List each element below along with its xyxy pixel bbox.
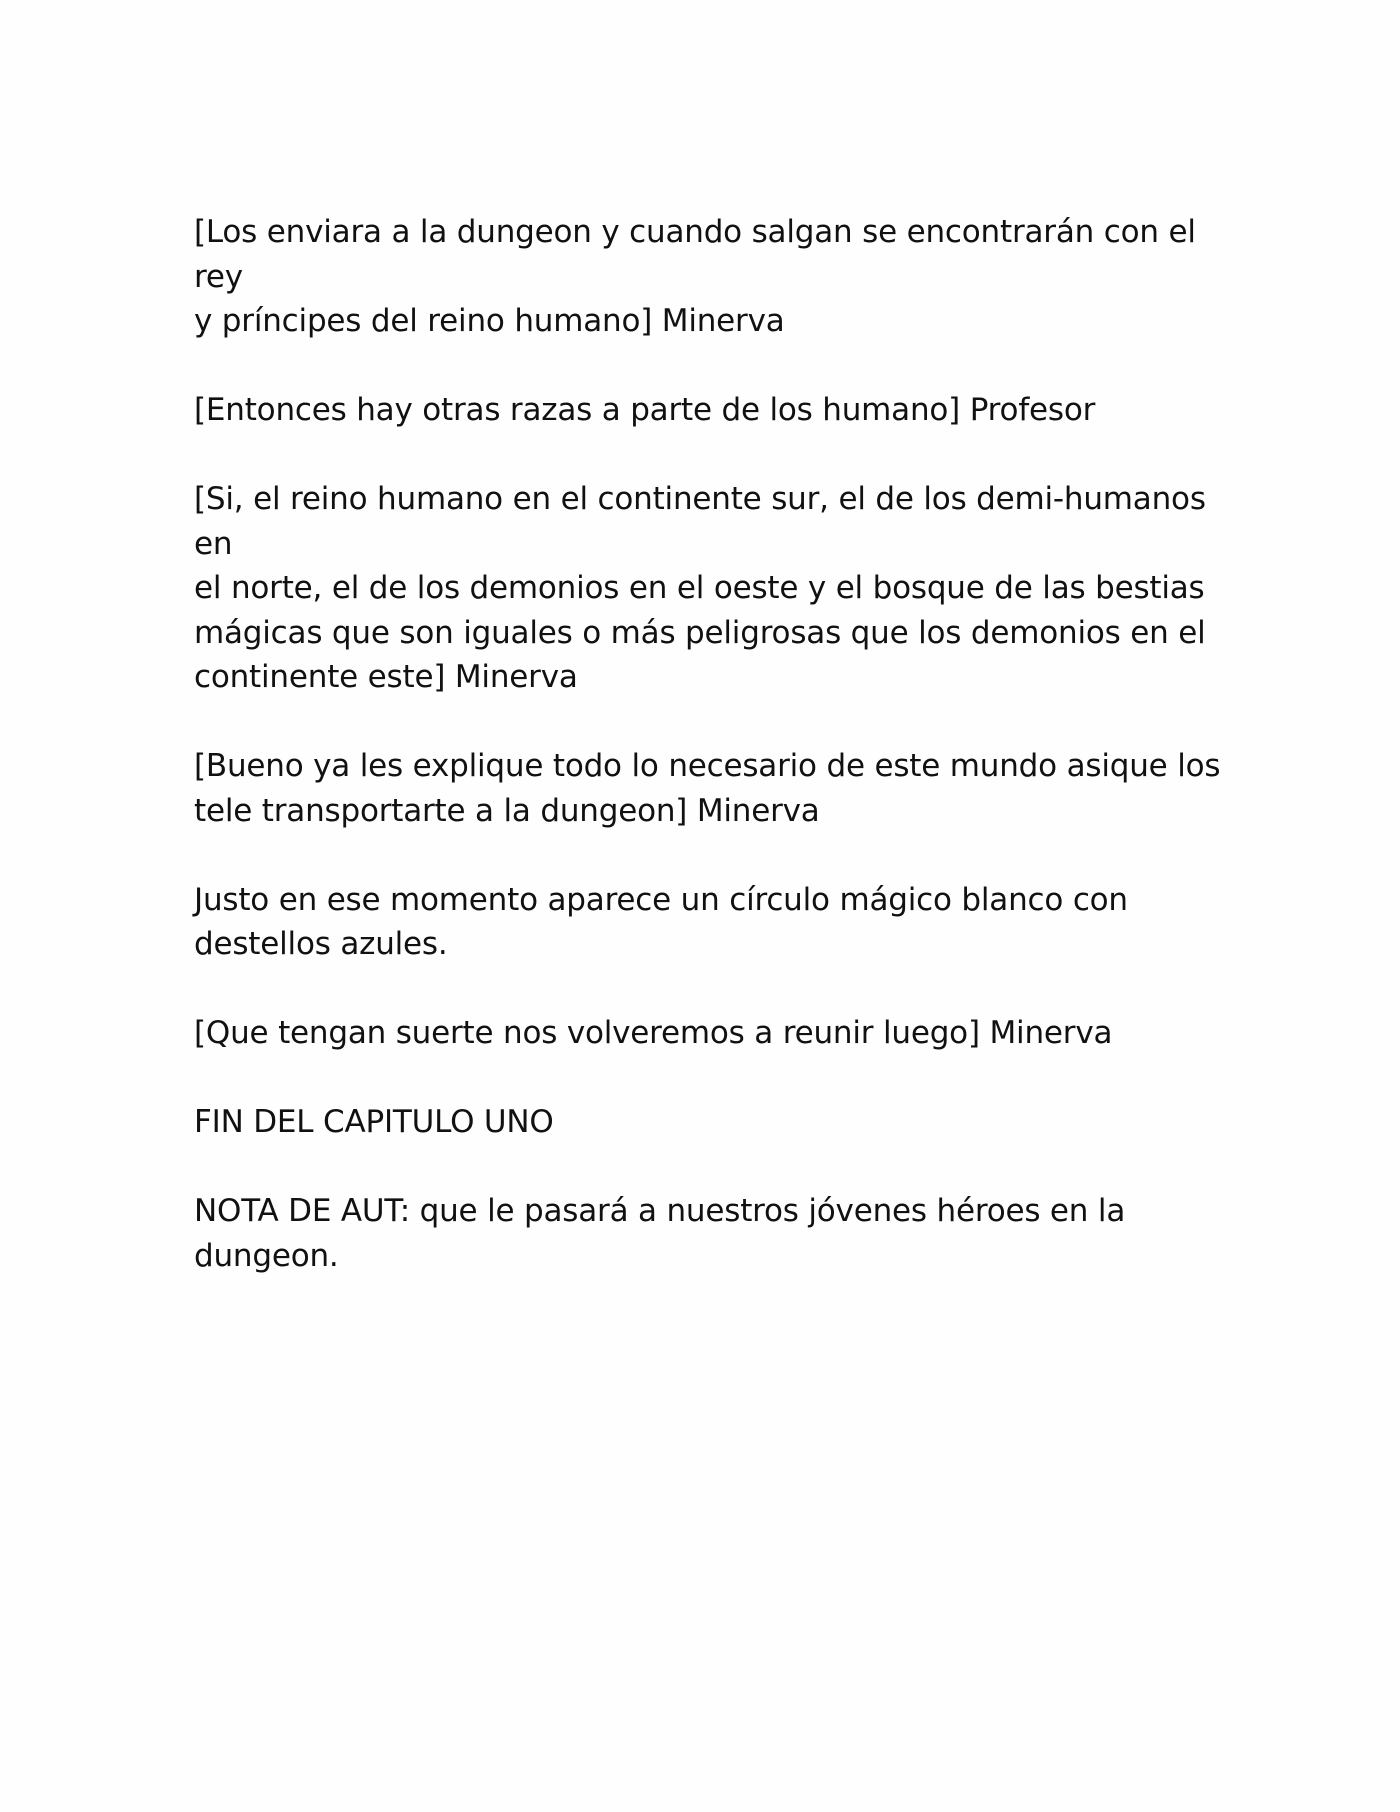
narration-circulo-magico: Justo en ese momento aparece un círculo mágico blanco con destellos azules. — [194, 881, 1128, 962]
dialogue-minerva-teletransporte: [Bueno ya les explique todo lo necesario de este mundo asique los tele transportarte a la dungeon] Minerva — [194, 748, 1221, 829]
author-note: NOTA DE AUT: que le pasará a nuestros jóvenes héroes en la dungeon. — [194, 1193, 1126, 1274]
dialogue-minerva-suerte: [Que tengan suerte nos volveremos a reunir luego] Minerva — [194, 1015, 1113, 1051]
chapter-end-heading: FIN DEL CAPITULO UNO — [194, 1104, 554, 1140]
dialogue-minerva-reinos: [Si, el reino humano en el continente sur, el de los demi-humanos en el norte, el de los demonios en el oeste y el bosque de las bestias mágicas que son iguales o más peligrosas que los demonios en el continente este] Minerva — [194, 481, 1206, 695]
dialogue-profesor-razas: [Entonces hay otras razas a parte de los humano] Profesor — [194, 392, 1096, 428]
dialogue-minerva-dungeon: [Los enviara a la dungeon y cuando salgan se encontrarán con el rey y príncipes del reino humano] Minerva — [194, 214, 1196, 339]
document-body — [194, 210, 1224, 1323]
